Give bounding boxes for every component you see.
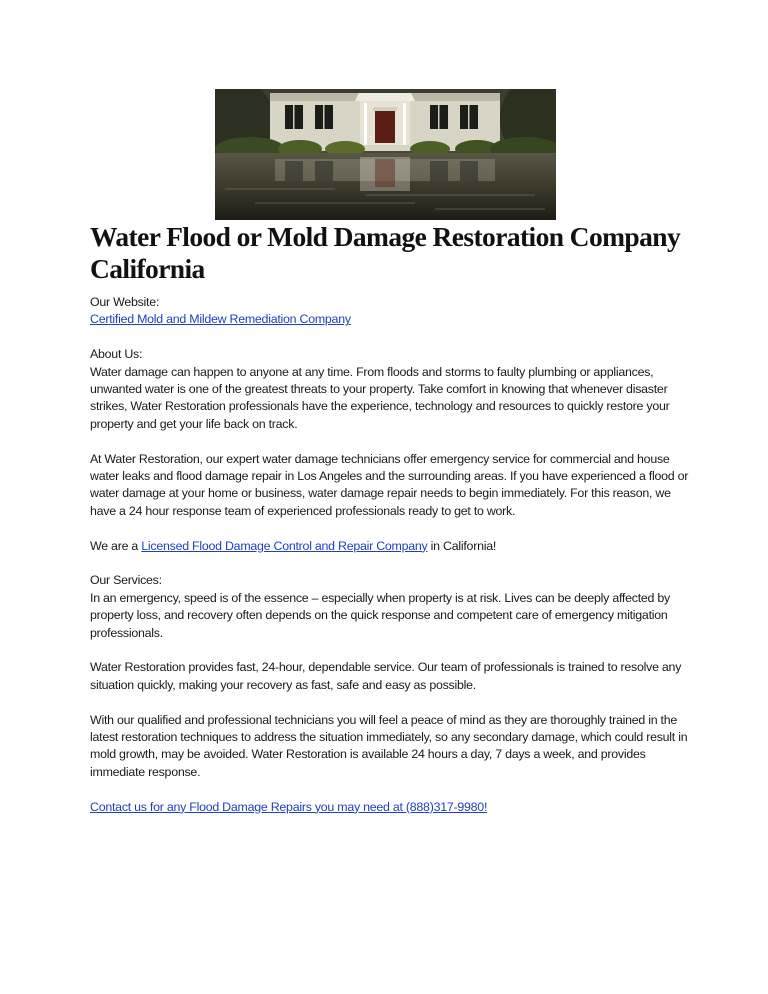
contact-link[interactable]: Contact us for any Flood Damage Repairs you may need at (888)317-9980! [90,799,488,814]
about-paragraph-3 [90,538,690,555]
flooded-house-image [215,89,556,220]
website-label: Our Website: [90,295,160,309]
website-section [90,294,690,329]
page-title: Water Flood or Mold Damage Restoration Company California [90,221,681,284]
document-body [90,294,690,833]
license-suffix: in California! [427,538,497,553]
services-paragraph-1: In an emergency, speed is of the essence – especially when property is at risk. Lives can be deeply affected by property loss, and recovery often depends on the quick response and competent care of emergency mitigation professionals. [90,590,670,640]
website-link[interactable]: Certified Mold and Mildew Remediation Company [90,312,351,327]
about-paragraph-2: At Water Restoration, our expert water damage technicians offer emergency service for commercial and house water leaks and flood damage repair in Los Angeles and the surrounding areas. If you have experienced a flood or water damage at your home or business, water damage repair needs to begin immediately. For this reason, we have a 24 hour response team of experienced professionals ready to get to work. [90,451,689,518]
about-section [90,346,690,433]
contact-section [90,799,690,816]
services-section [90,572,690,642]
license-link[interactable]: Licensed Flood Damage Control and Repair Company [141,538,428,553]
about-label: About Us: [90,347,143,362]
services-label: Our Services: [90,573,162,588]
license-prefix: We are a [90,538,142,553]
services-paragraph-2: Water Restoration provides fast, 24-hour, dependable service. Our team of professionals is trained to resolve any situation quickly, making your recovery as fast, safe and easy as possible. [90,660,682,692]
services-paragraph-3: With our qualified and professional technicians you will feel a peace of mind as they are thoroughly trained in the latest restoration techniques to address the situation immediately, so any secondary damage, which could result in mold growth, may be avoided. Water Restoration is available 24 hours a day, 7 days a week, and provides immediate response. [90,712,688,779]
about-paragraph-1: Water damage can happen to anyone at any time. From floods and storms to faulty plumbing or appliances, unwanted water is one of the greatest threats to your property. Take comfort in knowing that whenever disaster strikes, Water Restoration professionals have the experience, technology and resources to quickly restore your property and get your life back on track. [90,364,670,431]
